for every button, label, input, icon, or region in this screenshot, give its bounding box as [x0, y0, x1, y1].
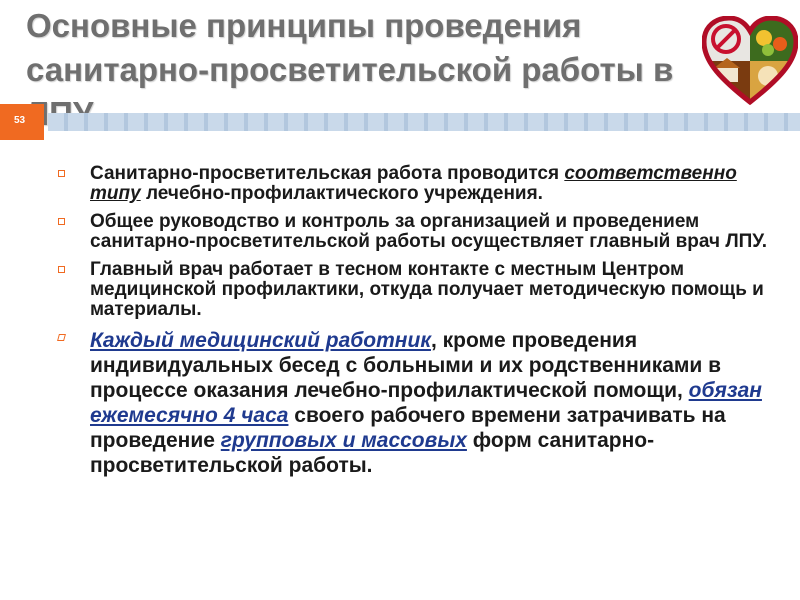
bullet-4-emphasis-2: обязан ежемесячно 4 часа — [90, 379, 762, 427]
bullet-3-text: Главный врач работает в тесном контакте с местным Центром медицинской профилактики, откуда получает методическую помощь и материалы. — [90, 259, 764, 320]
divider-bar — [48, 113, 800, 131]
square-bullet-icon — [58, 266, 65, 273]
title-line-1: Основные принципы проведения — [26, 7, 582, 44]
square-bullet-icon — [58, 170, 65, 177]
bullet-item-2 — [58, 212, 778, 252]
title-line-2: санитарно-просветительской работы в — [26, 51, 674, 88]
bullet-1-text: Санитарно-просветительская работа проводится — [90, 163, 565, 184]
bullet-1-text-end: лечебно-профилактического учреждения. — [140, 183, 543, 204]
bullet-list — [58, 164, 778, 486]
heart-logo-icon — [702, 16, 798, 106]
bullet-item-1 — [58, 164, 778, 204]
slide-number: 53 — [14, 115, 26, 126]
bullet-4-emphasis-3: групповых и массовых — [220, 429, 467, 452]
bullet-4-text-2: своего рабочего времени затрачивать на проведение — [90, 404, 726, 452]
square-bullet-icon — [58, 218, 65, 225]
bullet-4-text-3: форм санитарно-просветительской работы. — [90, 429, 655, 477]
bullet-1-emphasis: соответственно типу — [90, 163, 737, 204]
bullet-item-3 — [58, 260, 778, 320]
bullet-4-text-1: , кроме проведения индивидуальных бесед с больными и их родственниками в процессе оказания лечебно-профилактической помощи, — [90, 329, 722, 402]
bullet-2-text: Общее руководство и контроль за организацией и проведением санитарно-просветительской работы осуществляет главный врач ЛПУ. — [90, 211, 768, 252]
bullet-4-emphasis-1: Каждый медицинский работник — [90, 329, 431, 352]
bullet-item-4 — [58, 328, 778, 478]
square-bullet-icon — [57, 334, 66, 341]
